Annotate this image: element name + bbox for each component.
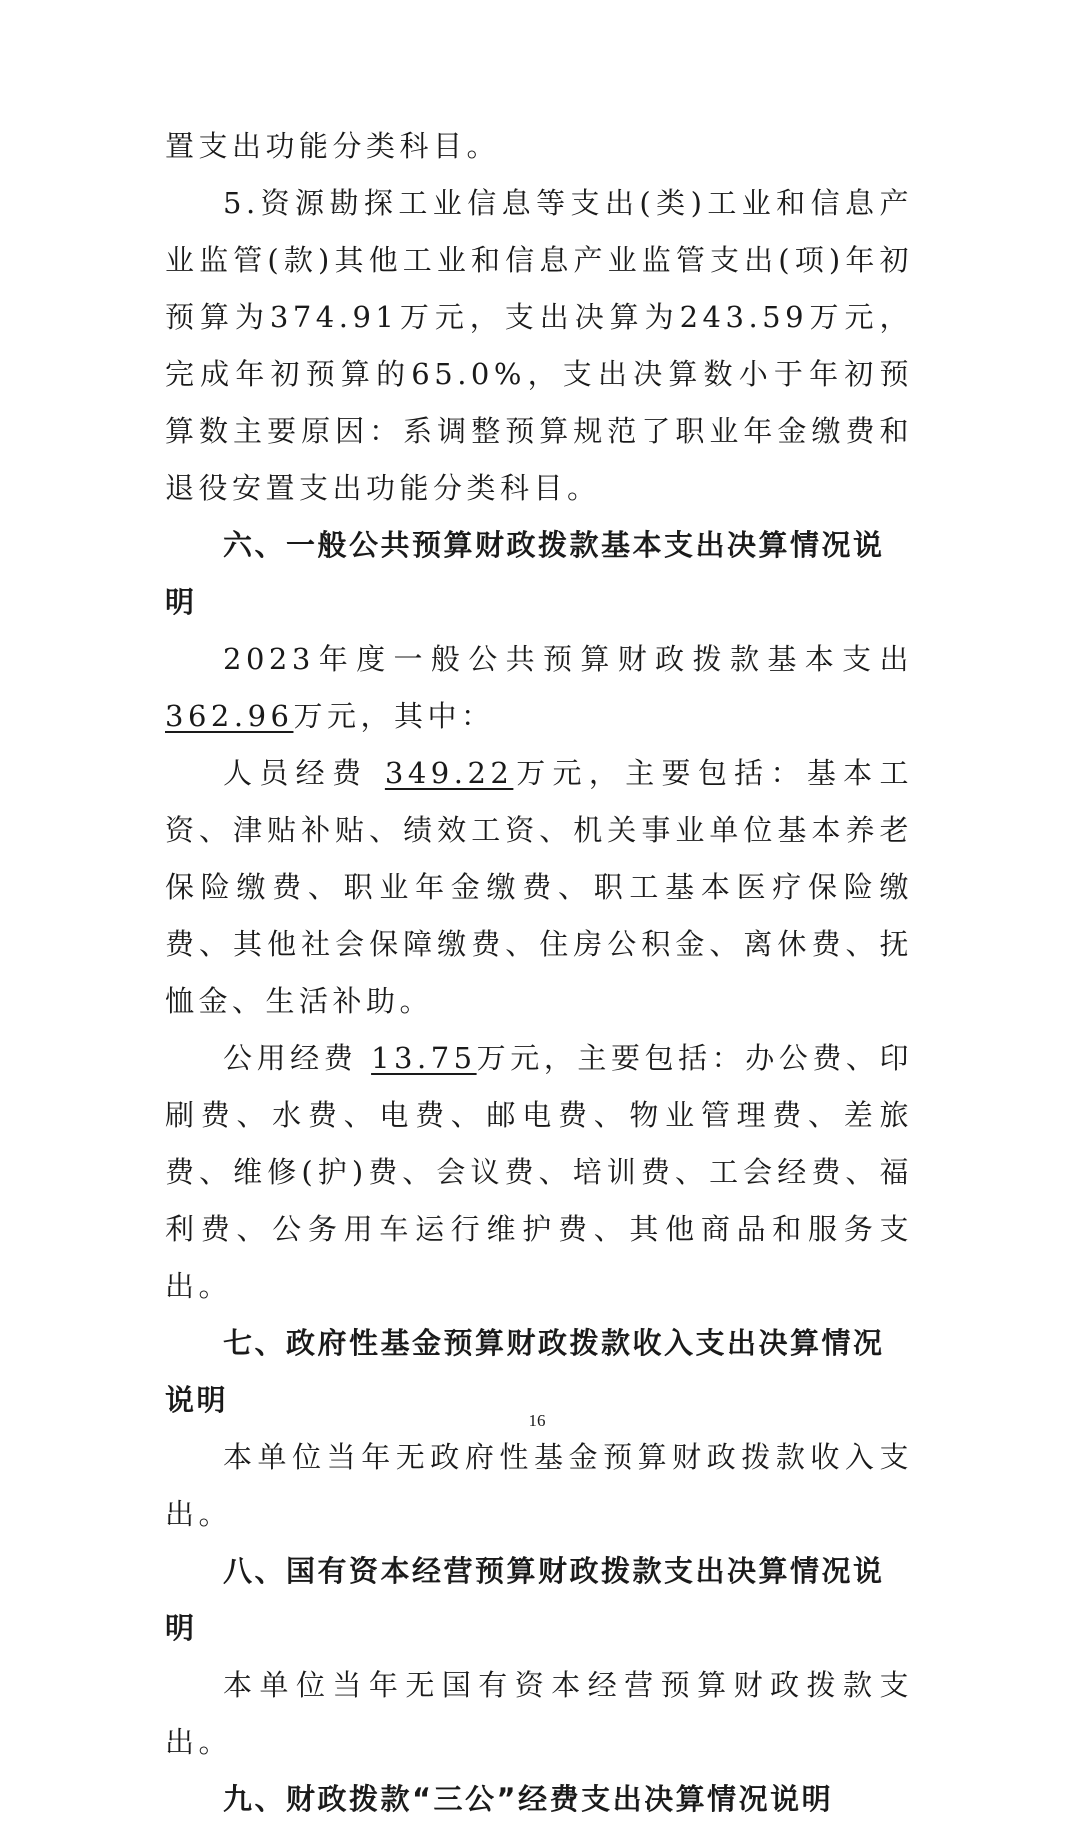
paragraph-continuation: 置支出功能分类科目。 [165, 129, 501, 163]
document-body [165, 118, 913, 1828]
public-expenses-value: 13.75 [371, 1041, 477, 1075]
section-heading-9: 九、财政拨款“三公”经费支出决算情况说明 [223, 1782, 834, 1816]
basic-expenditure-text: 2023年度一般公共预算财政拨款基本支出 [223, 642, 913, 676]
paragraph-state-capital: 本单位当年无国有资本经营预算财政拨款支出。 [165, 1668, 913, 1759]
section-heading-7: 七、政府性基金预算财政拨款收入支出决算情况说明 [165, 1326, 885, 1417]
section-heading-8: 八、国有资本经营预算财政拨款支出决算情况说明 [165, 1554, 885, 1645]
paragraph-personnel-expenses [165, 745, 913, 1030]
paragraph-public-expenses [165, 1030, 913, 1315]
basic-expenditure-unit: 万元，其中： [293, 699, 495, 733]
public-expenses-text: 万元，主要包括：办公费、印刷费、水费、电费、邮电费、物业管理费、差旅费、维修(护)费、会议费、培训费、工会经费、福利费、公务用车运行维护费、其他商品和服务支出。 [165, 1041, 913, 1303]
personnel-expenses-text: 万元，主要包括：基本工资、津贴补贴、绩效工资、机关事业单位基本养老保险缴费、职业年金缴费、职工基本医疗保险缴费、其他社会保障缴费、住房公积金、离休费、抚恤金、生活补助。 [165, 756, 913, 1018]
public-expenses-label: 公用经费 [223, 1041, 358, 1075]
personnel-expenses-label: 人员经费 [223, 756, 369, 790]
paragraph-government-fund: 本单位当年无政府性基金预算财政拨款收入支出。 [165, 1440, 913, 1531]
section-heading-6: 六、一般公共预算财政拨款基本支出决算情况说明 [165, 528, 885, 619]
paragraph-basic-expenditure [165, 631, 913, 745]
paragraph-item-5: 5.资源勘探工业信息等支出(类)工业和信息产业监管(款)其他工业和信息产业监管支出(项)年初预算为374.91万元，支出决算为243.59万元，完成年初预算的65.0%，支出决算数小于年初预算数主要原因：系调整预算规范了职业年金缴费和退役安置支出功能分类科目。 [165, 186, 913, 505]
basic-expenditure-value: 362.96 [165, 699, 294, 733]
page-number: 16 [528, 1411, 546, 1430]
personnel-expenses-value: 349.22 [384, 756, 514, 790]
